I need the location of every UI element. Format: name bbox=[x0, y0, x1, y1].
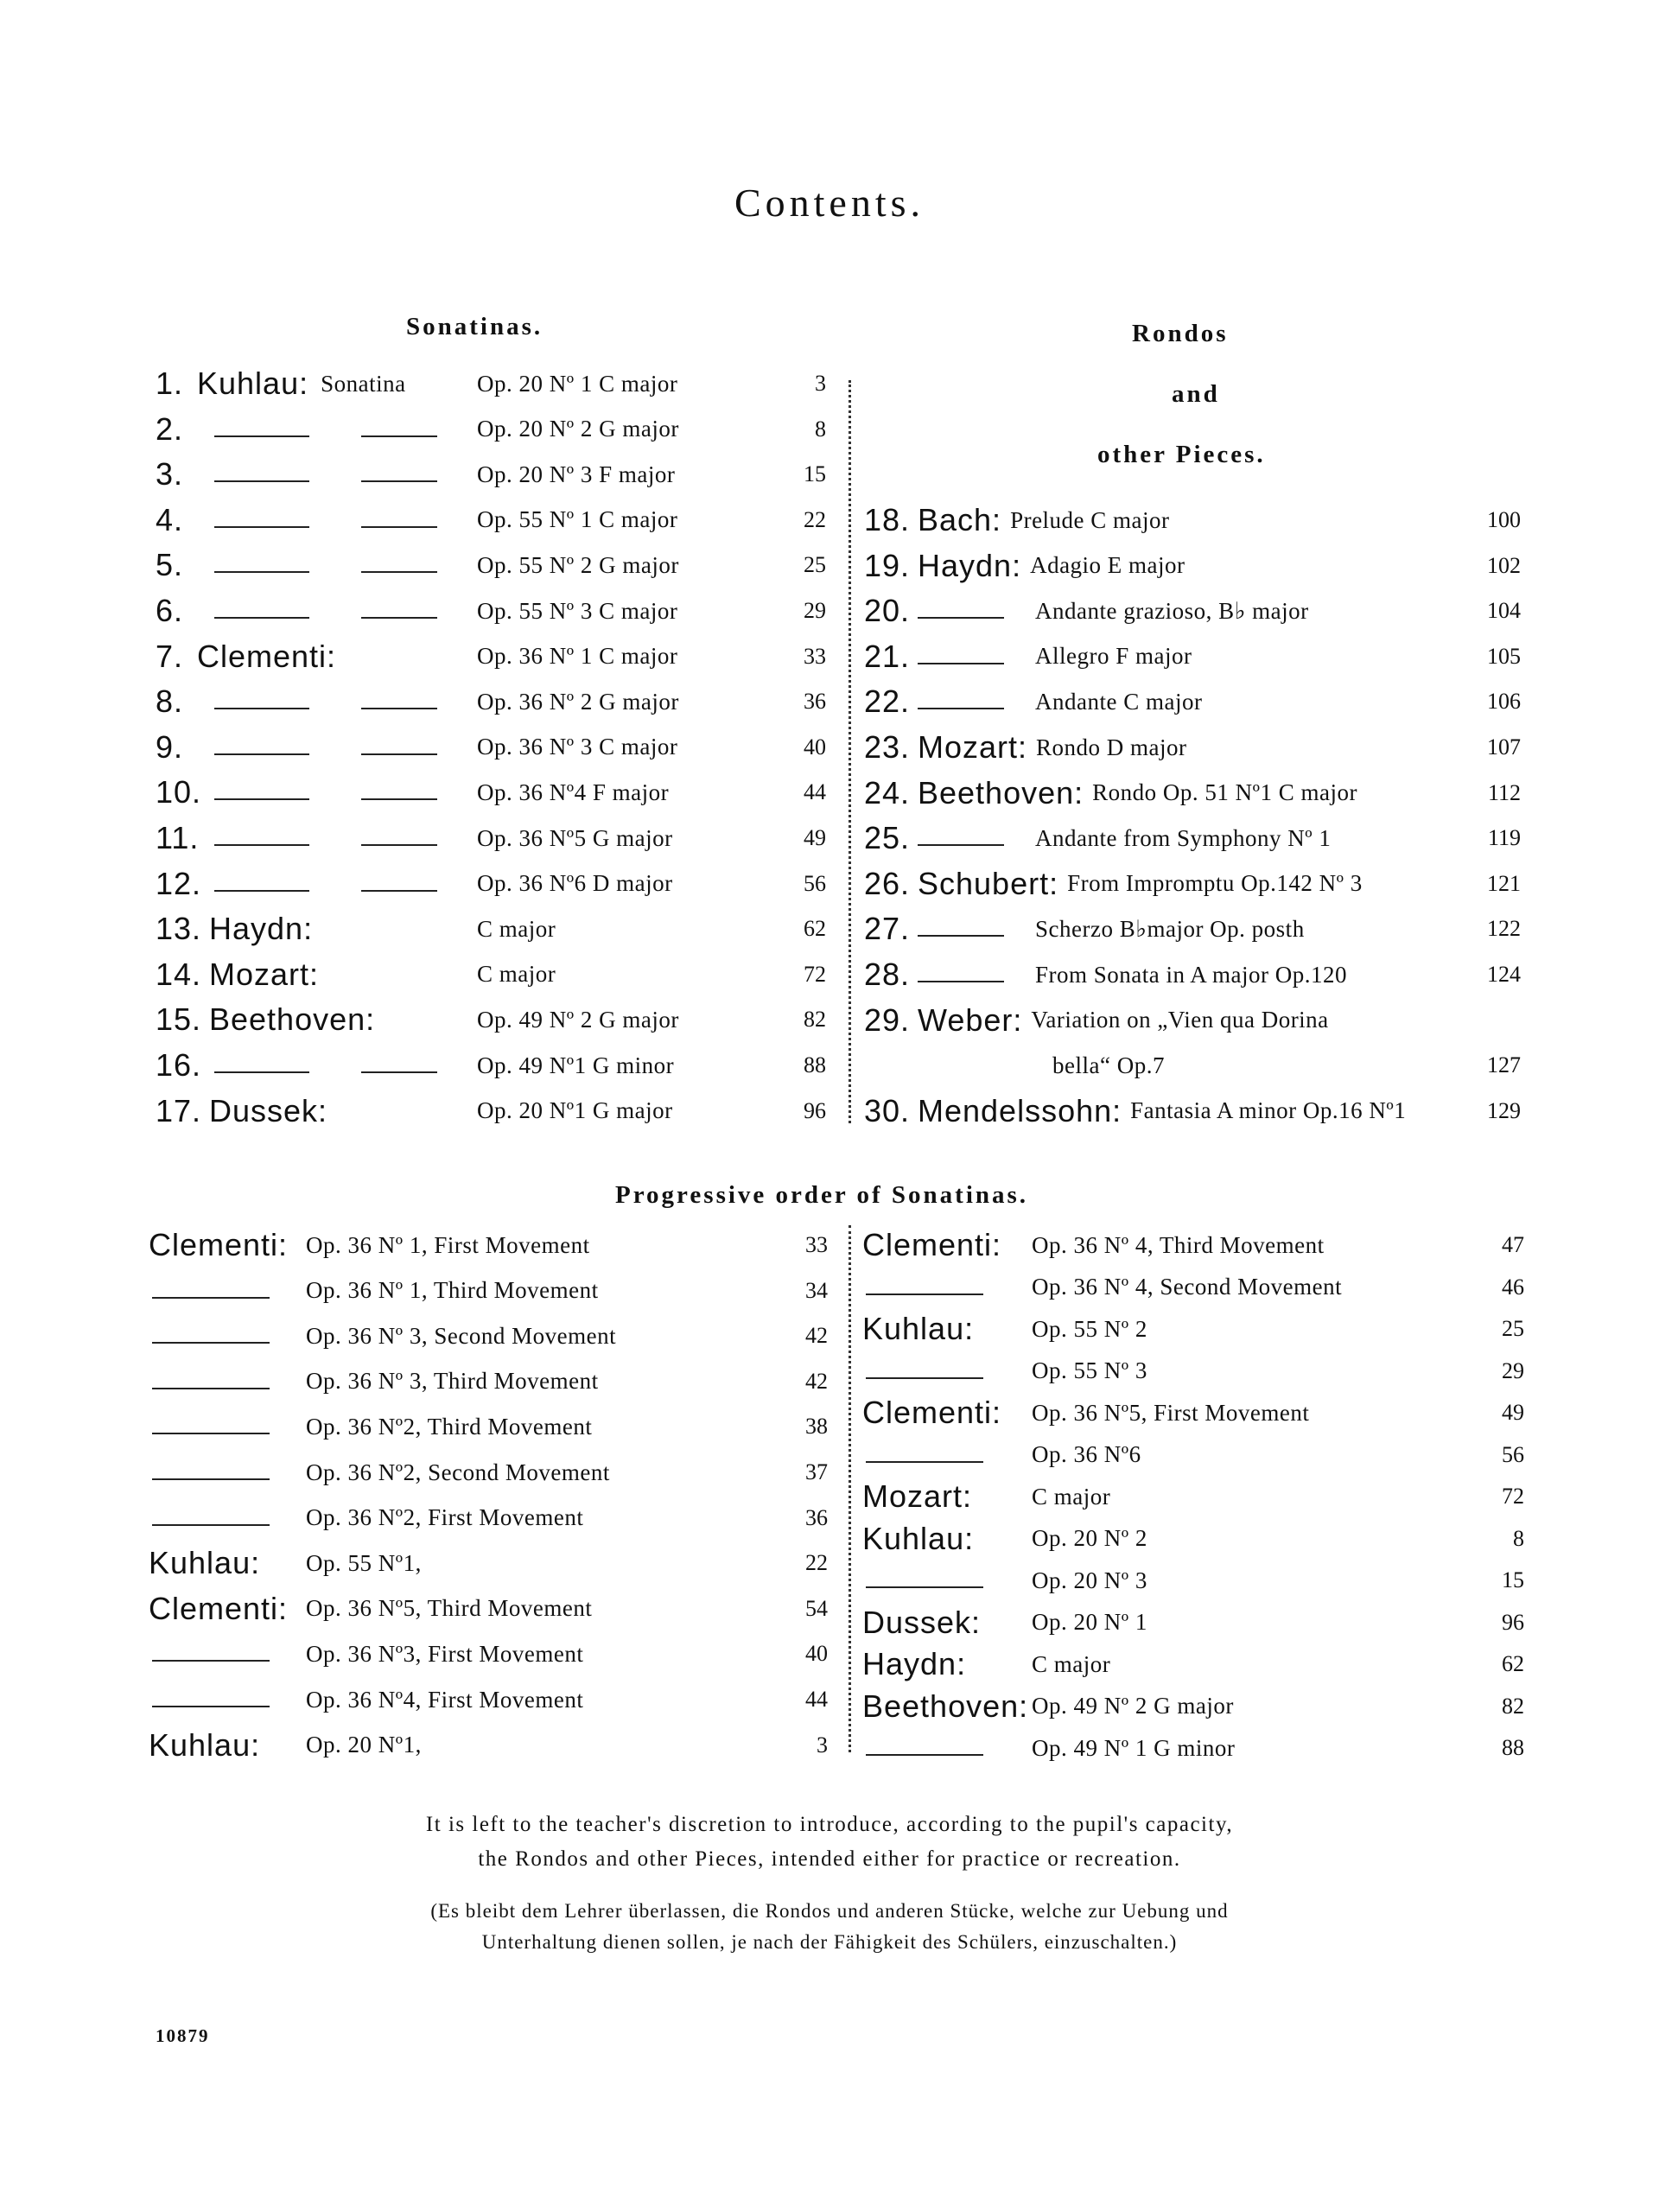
composer-name: Dussek: bbox=[209, 1092, 328, 1128]
work-title: bella“ Op.7 bbox=[1052, 1052, 1165, 1078]
work-title: Op. 36 Nº5 G major bbox=[477, 824, 673, 851]
work-title: Op. 36 Nº4, First Movement bbox=[306, 1686, 584, 1713]
work-title: Op. 36 Nº 3 C major bbox=[477, 734, 678, 760]
ditto-line bbox=[866, 1586, 983, 1588]
entry-number: 26. bbox=[864, 865, 911, 901]
ditto-line bbox=[152, 1342, 270, 1344]
work-title: Rondo D major bbox=[1036, 734, 1187, 760]
work-title: Op. 36 Nº 4, Third Movement bbox=[1032, 1231, 1325, 1258]
ditto-line bbox=[152, 1297, 270, 1299]
page-number: 96 bbox=[804, 1097, 826, 1123]
ditto-line bbox=[361, 890, 437, 892]
composer-name: Beethoven: bbox=[862, 1688, 1029, 1724]
page-number: 3 bbox=[817, 1732, 828, 1758]
ditto-line bbox=[918, 708, 1004, 709]
work-title: Op. 55 Nº 2 G major bbox=[477, 551, 679, 578]
sonatina-row bbox=[156, 997, 830, 1042]
column-divider-top bbox=[849, 380, 851, 1123]
work-title: Op. 36 Nº 3, Third Movement bbox=[306, 1368, 599, 1395]
composer-name: Kuhlau: bbox=[197, 365, 309, 401]
page-number: 46 bbox=[1502, 1274, 1524, 1300]
ditto-line bbox=[152, 1660, 270, 1662]
work-title: Op. 36 Nº6 bbox=[1032, 1441, 1141, 1467]
work-title: Op. 49 Nº 2 G major bbox=[1032, 1693, 1234, 1719]
page-number: 29 bbox=[1502, 1357, 1524, 1383]
composer-name: Kuhlau: bbox=[862, 1311, 975, 1346]
entry-number: 19. bbox=[864, 547, 911, 583]
page-number: 33 bbox=[804, 643, 826, 669]
entry-number: 16. bbox=[156, 1047, 202, 1083]
ditto-line bbox=[361, 571, 437, 573]
work-title: Variation on „Vien qua Dorina bbox=[1031, 1007, 1329, 1033]
progressive-row bbox=[862, 1600, 1524, 1645]
work-title: Op. 36 Nº5, Third Movement bbox=[306, 1595, 593, 1622]
ditto-line bbox=[866, 1754, 983, 1756]
page-number: 44 bbox=[805, 1687, 828, 1712]
ditto-line bbox=[918, 617, 1004, 619]
page-number: 40 bbox=[804, 734, 826, 760]
ditto-line bbox=[214, 890, 309, 892]
progressive-row bbox=[149, 1223, 828, 1268]
composer-name: Haydn: bbox=[918, 547, 1022, 583]
ditto-line bbox=[361, 844, 437, 846]
page-number: 72 bbox=[804, 961, 826, 987]
work-title: Op. 55 Nº 1 C major bbox=[477, 506, 678, 533]
progressive-row bbox=[149, 1723, 828, 1768]
entry-number: 7. bbox=[156, 638, 184, 674]
work-title: Allegro F major bbox=[1035, 643, 1192, 670]
progressive-row bbox=[149, 1450, 828, 1495]
work-title: Op. 36 Nº 3, Second Movement bbox=[306, 1322, 617, 1349]
entry-number: 8. bbox=[156, 683, 184, 720]
page-number: 107 bbox=[1487, 734, 1521, 760]
progressive-heading: Progressive order of Sonatinas. bbox=[615, 1181, 1029, 1209]
sonatina-row bbox=[156, 816, 830, 861]
sonatina-row bbox=[156, 1043, 830, 1088]
page-number: 88 bbox=[804, 1052, 826, 1077]
page-number: 33 bbox=[805, 1232, 828, 1257]
entry-number: 13. bbox=[156, 911, 202, 947]
composer-name: Weber: bbox=[918, 1001, 1023, 1038]
work-title: C major bbox=[1032, 1483, 1111, 1510]
page-number: 15 bbox=[1502, 1567, 1524, 1592]
sonatina-row bbox=[156, 588, 830, 633]
page-number: 42 bbox=[805, 1368, 828, 1394]
composer-name: Bach: bbox=[918, 502, 1002, 537]
page-number: 100 bbox=[1487, 507, 1521, 532]
composer-name: Clementi: bbox=[862, 1395, 1002, 1430]
page-number: 8 bbox=[1513, 1525, 1524, 1551]
rondo-row bbox=[864, 1043, 1521, 1088]
page-number: 124 bbox=[1487, 962, 1521, 987]
entry-number: 5. bbox=[156, 547, 184, 583]
progressive-row bbox=[862, 1684, 1524, 1729]
rondo-row bbox=[864, 998, 1521, 1043]
entry-number: 17. bbox=[156, 1092, 202, 1128]
page-number: 104 bbox=[1487, 598, 1521, 624]
entry-number: 22. bbox=[864, 683, 911, 720]
entry-number: 20. bbox=[864, 593, 911, 629]
ditto-line bbox=[152, 1524, 270, 1526]
ditto-line bbox=[918, 935, 1004, 937]
note-german-line-1: (Es bleibt dem Lehrer überlassen, die Rondos und anderen Stücke, welche zur Uebung und bbox=[430, 1900, 1229, 1922]
work-title: Op. 36 Nº4 F major bbox=[477, 779, 670, 805]
work-title: Op. 36 Nº2, Third Movement bbox=[306, 1413, 593, 1440]
entry-number: 18. bbox=[864, 502, 911, 537]
page-number: 82 bbox=[804, 1007, 826, 1033]
work-title: Op. 20 Nº1, bbox=[306, 1732, 422, 1758]
page-number: 129 bbox=[1487, 1097, 1521, 1123]
composer-name: Haydn: bbox=[862, 1646, 967, 1681]
note-english-line-2: the Rondos and other Pieces, intended either for practice or recreation. bbox=[478, 1847, 1181, 1871]
ditto-line bbox=[214, 526, 309, 528]
page-number: 96 bbox=[1502, 1609, 1524, 1635]
rondo-row bbox=[864, 1089, 1521, 1134]
work-title: From Sonata in A major Op.120 bbox=[1035, 961, 1347, 988]
entry-number: 24. bbox=[864, 774, 911, 810]
page-number: 8 bbox=[815, 416, 826, 442]
page-number: 34 bbox=[805, 1277, 828, 1303]
ditto-line bbox=[214, 844, 309, 846]
ditto-line bbox=[361, 753, 437, 755]
page-number: 54 bbox=[805, 1595, 828, 1621]
page-number: 102 bbox=[1487, 552, 1521, 578]
ditto-line bbox=[152, 1478, 270, 1480]
ditto-line bbox=[866, 1377, 983, 1379]
work-title: Op. 36 Nº 1, Third Movement bbox=[306, 1277, 599, 1304]
rondo-row bbox=[864, 861, 1521, 906]
entry-number: 30. bbox=[864, 1092, 911, 1128]
rondo-row bbox=[864, 952, 1521, 997]
ditto-line bbox=[361, 480, 437, 482]
work-title: Op. 36 Nº 2 G major bbox=[477, 688, 679, 715]
work-title: C major bbox=[477, 915, 556, 942]
ditto-line bbox=[214, 617, 309, 619]
work-title: C major bbox=[477, 961, 556, 988]
page-number: 105 bbox=[1487, 643, 1521, 669]
sonatina-row bbox=[156, 543, 830, 588]
page-number: 25 bbox=[804, 552, 826, 578]
progressive-row bbox=[149, 1586, 828, 1631]
progressive-row bbox=[862, 1726, 1524, 1770]
entry-number: 11. bbox=[156, 820, 200, 855]
progressive-row bbox=[862, 1349, 1524, 1394]
progressive-row bbox=[862, 1474, 1524, 1519]
ditto-line bbox=[866, 1461, 983, 1463]
work-title: Op. 20 Nº1 G major bbox=[477, 1097, 673, 1124]
work-title: Rondo Op. 51 Nº1 C major bbox=[1092, 779, 1358, 806]
work-type: Sonatina bbox=[321, 370, 406, 397]
page-number: 49 bbox=[1502, 1400, 1524, 1425]
ditto-line bbox=[361, 617, 437, 619]
work-title: From Impromptu Op.142 Nº 3 bbox=[1067, 870, 1363, 897]
sonatina-row bbox=[156, 407, 830, 452]
work-title: Scherzo B♭major Op. posth bbox=[1035, 915, 1305, 942]
composer-name: Dussek: bbox=[862, 1604, 982, 1640]
page-number: 37 bbox=[805, 1459, 828, 1484]
rondo-row bbox=[864, 906, 1521, 951]
ditto-line bbox=[152, 1706, 270, 1707]
page-number: 82 bbox=[1502, 1693, 1524, 1719]
sonatinas-heading: Sonatinas. bbox=[406, 313, 543, 340]
page-number: 3 bbox=[815, 371, 826, 396]
page-number: 22 bbox=[804, 506, 826, 532]
composer-name: Schubert: bbox=[918, 865, 1059, 901]
work-title: Op. 55 Nº 2 bbox=[1032, 1315, 1147, 1342]
entry-number: 28. bbox=[864, 957, 911, 992]
progressive-row bbox=[149, 1404, 828, 1449]
page-number: 49 bbox=[804, 825, 826, 850]
work-title: Andante from Symphony Nº 1 bbox=[1035, 824, 1332, 851]
entry-number: 14. bbox=[156, 956, 202, 992]
page-number: 22 bbox=[805, 1550, 828, 1576]
note-german-line-2: Unterhaltung dienen sollen, je nach der Fähigkeit des Schülers, einzuschalten.) bbox=[481, 1931, 1178, 1953]
composer-name: Haydn: bbox=[209, 911, 314, 947]
composer-name: Mozart: bbox=[918, 729, 1028, 765]
entry-number: 1. bbox=[156, 365, 184, 401]
page-number: 88 bbox=[1502, 1735, 1524, 1760]
rondos-heading-and: and bbox=[1172, 380, 1220, 408]
composer-name: Mozart: bbox=[209, 956, 320, 992]
page-number: 36 bbox=[805, 1504, 828, 1530]
ditto-line bbox=[152, 1433, 270, 1434]
page-number: 25 bbox=[1502, 1316, 1524, 1341]
progressive-row bbox=[862, 1223, 1524, 1268]
rondo-row bbox=[864, 816, 1521, 861]
ditto-line bbox=[918, 844, 1004, 846]
composer-name: Kuhlau: bbox=[149, 1545, 261, 1581]
plate-number: 10879 bbox=[156, 2025, 210, 2046]
sonatina-row bbox=[156, 770, 830, 815]
progressive-row bbox=[862, 1516, 1524, 1561]
ditto-line bbox=[918, 663, 1004, 664]
progressive-row bbox=[149, 1268, 828, 1313]
work-title: Op. 55 Nº 3 bbox=[1032, 1357, 1147, 1383]
entry-number: 9. bbox=[156, 728, 184, 765]
sonatina-row bbox=[156, 361, 830, 406]
note-english-line-1: It is left to the teacher's discretion to introduce, according to the pupil's capacity, bbox=[425, 1813, 1234, 1836]
work-title: Op. 36 Nº3, First Movement bbox=[306, 1640, 584, 1667]
sonatina-row bbox=[156, 634, 830, 679]
composer-name: Clementi: bbox=[149, 1590, 289, 1626]
progressive-row bbox=[149, 1359, 828, 1404]
page-number: 40 bbox=[805, 1641, 828, 1667]
page-number: 112 bbox=[1487, 779, 1521, 805]
sonatina-row bbox=[156, 679, 830, 724]
progressive-row bbox=[149, 1541, 828, 1586]
sonatina-row bbox=[156, 861, 830, 906]
rondo-row bbox=[864, 498, 1521, 543]
progressive-row bbox=[862, 1558, 1524, 1603]
progressive-row bbox=[862, 1306, 1524, 1351]
work-title: Op. 36 Nº 4, Second Movement bbox=[1032, 1274, 1343, 1300]
rondo-row bbox=[864, 588, 1521, 633]
work-title: Op. 20 Nº 2 G major bbox=[477, 416, 679, 442]
work-title: Op. 49 Nº 1 G minor bbox=[1032, 1734, 1236, 1761]
sonatina-row bbox=[156, 498, 830, 543]
ditto-line bbox=[361, 435, 437, 437]
work-title: Op. 36 Nº2, Second Movement bbox=[306, 1459, 610, 1485]
page-number: 56 bbox=[1502, 1441, 1524, 1467]
page-number: 127 bbox=[1487, 1052, 1521, 1078]
work-title: Op. 49 Nº1 G minor bbox=[477, 1052, 675, 1078]
ditto-line bbox=[361, 708, 437, 709]
progressive-row bbox=[862, 1265, 1524, 1310]
ditto-line bbox=[361, 526, 437, 528]
ditto-line bbox=[866, 1294, 983, 1295]
work-title: Op. 36 Nº 1, First Movement bbox=[306, 1231, 590, 1258]
composer-name: Kuhlau: bbox=[862, 1520, 975, 1556]
work-title: Andante C major bbox=[1035, 688, 1203, 715]
page-number: 56 bbox=[804, 870, 826, 896]
sonatina-row bbox=[156, 906, 830, 951]
rondos-heading: Rondos bbox=[1132, 320, 1229, 347]
progressive-row bbox=[149, 1313, 828, 1358]
ditto-line bbox=[214, 708, 309, 709]
work-title: C major bbox=[1032, 1650, 1111, 1677]
sonatina-row bbox=[156, 725, 830, 770]
rondos-heading-other-pieces: other Pieces. bbox=[1097, 441, 1266, 468]
progressive-row bbox=[149, 1496, 828, 1541]
page-number: 36 bbox=[804, 689, 826, 715]
entry-number: 2. bbox=[156, 410, 184, 447]
sonatina-row bbox=[156, 1089, 830, 1134]
page-title: Contents. bbox=[734, 181, 925, 225]
page-number: 44 bbox=[804, 779, 826, 805]
page-number: 121 bbox=[1487, 870, 1521, 896]
column-divider-bottom bbox=[849, 1225, 851, 1752]
ditto-line bbox=[214, 571, 309, 573]
composer-name: Beethoven: bbox=[918, 774, 1084, 810]
entry-number: 6. bbox=[156, 593, 184, 628]
rondo-row bbox=[864, 543, 1521, 588]
work-title: Op. 20 Nº 1 C major bbox=[477, 370, 678, 397]
entry-number: 4. bbox=[156, 501, 184, 537]
progressive-row bbox=[862, 1433, 1524, 1478]
rondo-row bbox=[864, 679, 1521, 724]
sonatina-row bbox=[156, 452, 830, 497]
composer-name: Clementi: bbox=[862, 1227, 1002, 1262]
entry-number: 27. bbox=[864, 911, 911, 947]
work-title: Fantasia A minor Op.16 Nº1 bbox=[1130, 1097, 1407, 1124]
ditto-line bbox=[361, 1071, 437, 1073]
work-title: Prelude C major bbox=[1010, 506, 1170, 533]
page-number: 119 bbox=[1487, 825, 1521, 851]
page-number: 29 bbox=[804, 598, 826, 623]
work-title: Op. 55 Nº 3 C major bbox=[477, 597, 678, 624]
composer-name: Clementi: bbox=[197, 638, 337, 674]
entry-number: 15. bbox=[156, 1001, 202, 1038]
work-title: Op. 49 Nº 2 G major bbox=[477, 1006, 679, 1033]
page-number: 106 bbox=[1487, 689, 1521, 715]
page-number: 62 bbox=[804, 916, 826, 942]
work-title: Op. 36 Nº2, First Movement bbox=[306, 1504, 584, 1531]
ditto-line bbox=[918, 981, 1004, 982]
sonatina-row bbox=[156, 952, 830, 997]
rondo-row bbox=[864, 725, 1521, 770]
progressive-row bbox=[862, 1642, 1524, 1687]
entry-number: 12. bbox=[156, 865, 202, 901]
composer-name: Mendelssohn: bbox=[918, 1092, 1122, 1128]
ditto-line bbox=[361, 798, 437, 800]
ditto-line bbox=[214, 435, 309, 437]
work-title: Op. 20 Nº 1 bbox=[1032, 1609, 1147, 1635]
progressive-row bbox=[149, 1631, 828, 1676]
ditto-line bbox=[214, 1071, 309, 1073]
progressive-row bbox=[149, 1677, 828, 1722]
work-title: Op. 55 Nº1, bbox=[306, 1549, 422, 1576]
work-title: Op. 36 Nº6 D major bbox=[477, 870, 673, 897]
composer-name: Mozart: bbox=[862, 1478, 973, 1514]
page-number: 62 bbox=[1502, 1651, 1524, 1676]
composer-name: Beethoven: bbox=[209, 1001, 376, 1038]
progressive-row bbox=[862, 1390, 1524, 1435]
page-number: 38 bbox=[805, 1414, 828, 1440]
work-title: Op. 20 Nº 3 F major bbox=[477, 461, 676, 487]
entry-number: 29. bbox=[864, 1001, 911, 1038]
composer-name: Kuhlau: bbox=[149, 1726, 261, 1763]
page-number: 72 bbox=[1502, 1484, 1524, 1509]
page-number: 122 bbox=[1487, 916, 1521, 942]
work-title: Andante grazioso, B♭ major bbox=[1035, 597, 1309, 624]
page-number: 47 bbox=[1502, 1232, 1524, 1257]
work-title: Op. 20 Nº 2 bbox=[1032, 1525, 1147, 1551]
ditto-line bbox=[214, 798, 309, 800]
entry-number: 21. bbox=[864, 638, 911, 674]
rondo-row bbox=[864, 634, 1521, 679]
ditto-line bbox=[152, 1388, 270, 1389]
ditto-line bbox=[214, 753, 309, 755]
entry-number: 23. bbox=[864, 729, 911, 765]
composer-name: Clementi: bbox=[149, 1227, 289, 1262]
work-title: Op. 36 Nº 1 C major bbox=[477, 643, 678, 670]
work-title: Op. 20 Nº 3 bbox=[1032, 1567, 1147, 1593]
page-number: 42 bbox=[805, 1323, 828, 1349]
rondo-row bbox=[864, 771, 1521, 816]
entry-number: 3. bbox=[156, 456, 184, 493]
work-title: Adagio E major bbox=[1030, 552, 1185, 579]
work-title: Op. 36 Nº5, First Movement bbox=[1032, 1399, 1310, 1426]
entry-number: 10. bbox=[156, 774, 202, 810]
page-number: 15 bbox=[804, 461, 826, 487]
ditto-line bbox=[214, 480, 309, 482]
entry-number: 25. bbox=[864, 820, 911, 856]
